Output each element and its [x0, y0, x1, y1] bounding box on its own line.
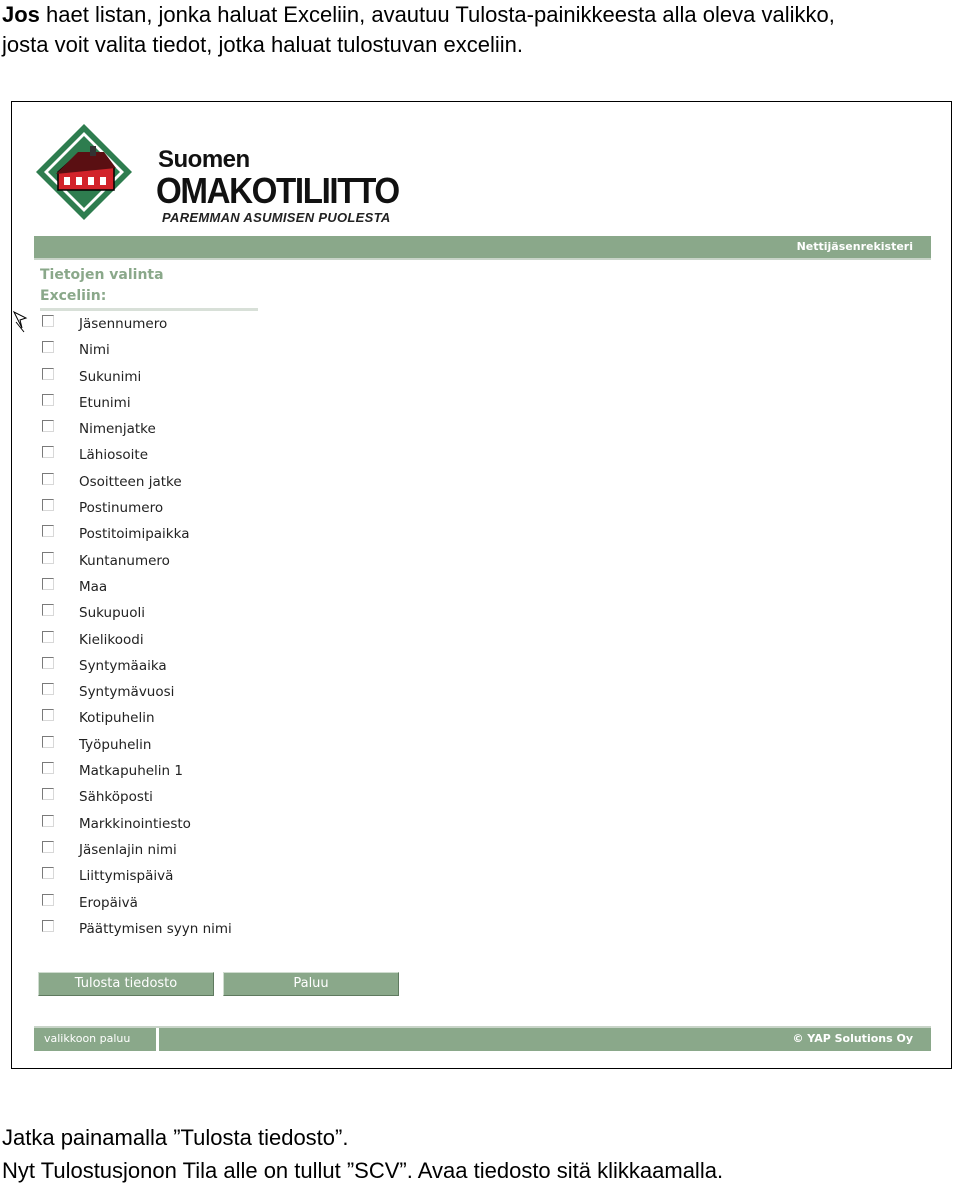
field-label: Markkinointiesto	[79, 815, 191, 832]
field-label: Päättymisen syyn nimi	[79, 920, 232, 937]
field-checkbox[interactable]	[42, 552, 54, 564]
field-checkbox[interactable]	[42, 709, 54, 721]
field-checkbox[interactable]	[42, 894, 54, 906]
field-label: Jäsennumero	[79, 316, 168, 332]
menu-back-link[interactable]: valikkoon paluu	[44, 1032, 131, 1045]
field-checkbox[interactable]	[42, 420, 54, 432]
field-label: Maa	[79, 578, 108, 595]
logo-text-omakotiliitto: OMAKOTILIITTO	[156, 170, 399, 211]
field-checkbox[interactable]	[42, 604, 54, 616]
field-label: Osoitteen jatke	[79, 473, 182, 490]
footer-divider	[156, 1028, 159, 1051]
field-label: Liittymispäivä	[79, 868, 174, 885]
mouse-cursor-icon	[12, 308, 28, 334]
outro-text	[2, 1121, 723, 1187]
field-checkbox[interactable]	[42, 446, 54, 458]
field-label: Syntymäaika	[79, 657, 167, 674]
field-label: Nimi	[79, 342, 110, 359]
field-checkbox[interactable]	[42, 920, 54, 932]
field-label: Jäsenlajin nimi	[79, 841, 177, 858]
section-title-line1: Tietojen valinta	[40, 267, 164, 283]
intro-line2: josta voit valita tiedot, jotka haluat tulostuvan exceliin.	[2, 32, 523, 57]
field-checkbox[interactable]	[42, 788, 54, 800]
section-title	[40, 265, 258, 311]
field-checkbox[interactable]	[42, 867, 54, 879]
field-label: Nimenjatke	[79, 421, 156, 438]
field-checkbox[interactable]	[42, 473, 54, 485]
field-label: Eropäivä	[79, 894, 138, 911]
field-label: Etunimi	[79, 394, 131, 411]
field-label: Kotipuhelin	[79, 710, 155, 727]
field-checkbox[interactable]	[42, 341, 54, 353]
field-checkbox[interactable]	[42, 578, 54, 590]
field-label: Postinumero	[79, 500, 164, 517]
outro-line1: Jatka painamalla ”Tulosta tiedosto”.	[2, 1125, 349, 1150]
logo-text-suomen: Suomen	[158, 146, 250, 173]
field-checkbox[interactable]	[42, 368, 54, 380]
field-label: Työpuhelin	[79, 736, 152, 753]
logo-slogan: PAREMMAN ASUMISEN PUOLESTA	[162, 210, 391, 225]
field-checkbox[interactable]	[42, 315, 54, 327]
field-checkbox[interactable]	[42, 525, 54, 537]
footer-bar	[34, 1026, 931, 1051]
field-checkbox[interactable]	[42, 394, 54, 406]
field-label: Sähköposti	[79, 789, 153, 806]
intro-bold-word: Jos	[2, 2, 40, 27]
intro-text	[2, 0, 835, 60]
section-title-line2: Exceliin:	[40, 288, 107, 304]
field-label: Sukupuoli	[79, 605, 145, 622]
field-checkbox[interactable]	[42, 631, 54, 643]
field-checkbox[interactable]	[42, 683, 54, 695]
intro-line1: haet listan, jonka haluat Exceliin, avautuu Tulosta-painikkeesta alla oleva valikko,	[39, 2, 835, 27]
field-label: Kielikoodi	[79, 631, 144, 648]
back-button[interactable]: Paluu	[223, 972, 399, 996]
field-checkbox[interactable]	[42, 736, 54, 748]
copyright-text: © YAP Solutions Oy	[792, 1032, 913, 1045]
field-label: Lähiosoite	[79, 447, 149, 464]
field-label: Syntymävuosi	[79, 684, 175, 701]
field-label: Sukunimi	[79, 368, 142, 385]
field-label: Postitoimipaikka	[79, 526, 190, 543]
field-checkbox[interactable]	[42, 815, 54, 827]
header-bar	[34, 236, 931, 260]
screenshot-frame	[11, 101, 952, 1069]
field-checkbox[interactable]	[42, 657, 54, 669]
omakotiliitto-logo	[34, 122, 399, 225]
field-checkbox[interactable]	[42, 841, 54, 853]
field-checkbox[interactable]	[42, 499, 54, 511]
nettijasenrekisteri-link[interactable]: Nettijäsenrekisteri	[796, 240, 913, 253]
house-diamond-icon	[34, 122, 134, 222]
field-label: Kuntanumero	[79, 552, 170, 569]
field-label: Matkapuhelin 1	[79, 763, 183, 780]
print-file-button[interactable]: Tulosta tiedosto	[38, 972, 214, 996]
field-checkbox[interactable]	[42, 762, 54, 774]
outro-line2: Nyt Tulostusjonon Tila alle on tullut ”SCV”. Avaa tiedosto sitä klikkaamalla.	[2, 1158, 724, 1183]
